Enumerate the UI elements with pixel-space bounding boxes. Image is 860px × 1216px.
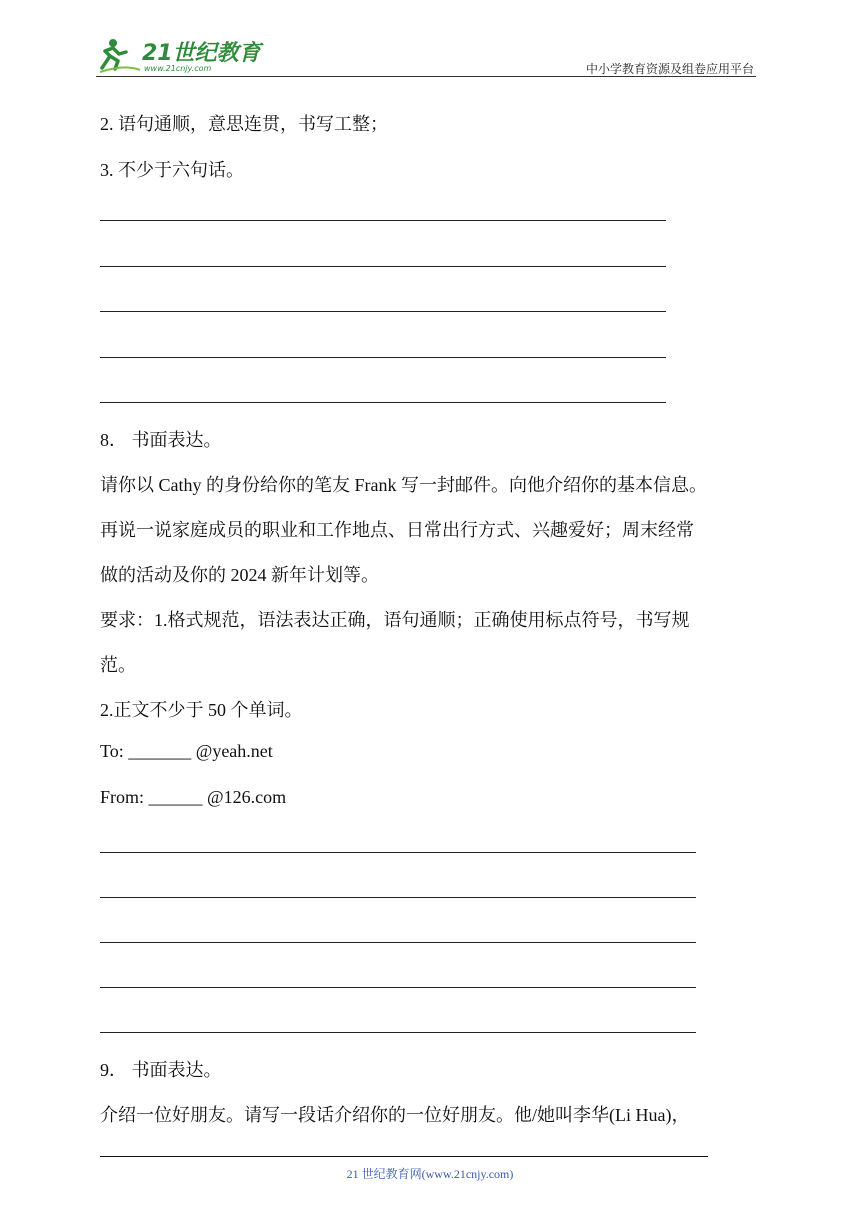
footer-rule <box>100 1156 708 1157</box>
email-from: From: ______ @126.com <box>100 787 287 807</box>
question-8-requirement: 2.正文不少于 50 个单词。 <box>100 700 303 720</box>
answer-line[interactable] <box>100 942 696 943</box>
svg-text:www.21cnjy.com: www.21cnjy.com <box>144 64 212 73</box>
question-9-title: 9． 书面表达。 <box>100 1060 222 1080</box>
question-8-text: 再说一说家庭成员的职业和工作地点、日常出行方式、兴趣爱好；周末经常 <box>100 520 694 540</box>
answer-line[interactable] <box>100 987 696 988</box>
answer-line[interactable] <box>100 357 666 358</box>
question-8-title: 8． 书面表达。 <box>100 430 222 450</box>
question-8-text: 做的活动及你的 2024 新年计划等。 <box>100 565 379 585</box>
answer-line[interactable] <box>100 402 666 403</box>
question-8-text: 请你以 Cathy 的身份给你的笔友 Frank 写一封邮件。向他介绍你的基本信息。 <box>100 475 707 495</box>
requirement-2: 2. 语句通顺，意思连贯，书写工整； <box>100 114 388 134</box>
question-9-text: 介绍一位好朋友。请写一段话介绍你的一位好朋友。他/她叫李华(Li Hua)， <box>100 1105 690 1125</box>
answer-line[interactable] <box>100 266 666 267</box>
answer-line[interactable] <box>100 852 696 853</box>
answer-line[interactable] <box>100 1032 696 1033</box>
footer-text: 21 世纪教育网(www.21cnjy.com) <box>346 1167 514 1181</box>
question-8-requirement: 范。 <box>100 655 136 675</box>
question-8-requirement: 要求：1.格式规范，语法表达正确，语句通顺；正确使用标点符号，书写规 <box>100 610 690 630</box>
answer-line[interactable] <box>100 897 696 898</box>
requirement-3: 3. 不少于六句话。 <box>100 160 244 180</box>
svg-text:21世纪教育: 21世纪教育 <box>142 41 261 66</box>
header-rule <box>96 76 756 77</box>
email-to: To: _______ @yeah.net <box>100 741 273 761</box>
platform-name: 中小学教育资源及组卷应用平台 <box>585 62 754 76</box>
logo-icon <box>96 34 266 74</box>
answer-line[interactable] <box>100 311 666 312</box>
page-header <box>96 30 756 80</box>
answer-line[interactable] <box>100 220 666 221</box>
